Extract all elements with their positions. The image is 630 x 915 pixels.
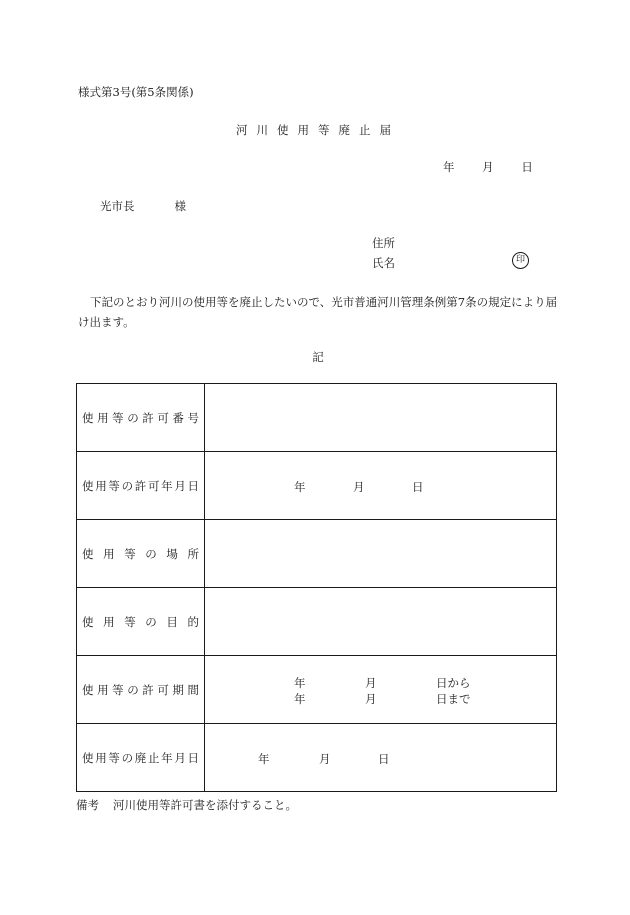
- ki-heading: 記: [312, 350, 324, 364]
- period-to-day: 日まで: [436, 692, 471, 706]
- value-permit-period[interactable]: [205, 656, 557, 724]
- row-label-purpose: [77, 588, 205, 656]
- table-row: [77, 724, 557, 792]
- label-char: 廃: [134, 750, 147, 765]
- label-char: 使: [82, 546, 94, 561]
- abolition-date-month: 月: [319, 752, 331, 766]
- label-char: 用: [103, 546, 115, 561]
- label-char: 可: [157, 682, 169, 697]
- declaration-text: 下記のとおり河川の使用等を廃止したいので、光市普通河川管理条例第7条の規定により届け出ます。: [78, 295, 558, 329]
- label-char: 使: [82, 614, 94, 629]
- label-char: 号: [187, 410, 199, 425]
- label-char: 使: [82, 682, 94, 697]
- submission-date: [443, 159, 533, 175]
- row-label-text: [82, 682, 199, 698]
- label-char: 月: [174, 750, 186, 765]
- details-table: [76, 383, 557, 792]
- row-label-permit-date: [77, 452, 205, 520]
- label-char: 年: [161, 750, 173, 765]
- addressee: [100, 198, 186, 214]
- row-label-text: [82, 478, 199, 494]
- period-to-month: 月: [365, 692, 377, 706]
- label-char: 等: [108, 478, 120, 493]
- label-char: 等: [112, 682, 124, 697]
- label-char: 止: [147, 750, 160, 765]
- label-char: 期: [172, 682, 184, 697]
- period-to-year: 年: [294, 692, 306, 706]
- label-char: 可: [157, 410, 169, 425]
- abolition-date-year: 年: [258, 752, 270, 766]
- label-char: 使: [82, 410, 94, 425]
- form-title: 河川使用等廃止届: [236, 123, 400, 137]
- value-abolition-date[interactable]: [205, 724, 557, 792]
- table-row: [77, 588, 557, 656]
- label-char: 用: [95, 750, 107, 765]
- table-row: [77, 520, 557, 588]
- permit-date-month: 月: [353, 480, 365, 494]
- value-location[interactable]: [205, 520, 557, 588]
- label-char: 用: [97, 682, 109, 697]
- value-purpose[interactable]: [205, 588, 557, 656]
- period-from-day: 日から: [436, 676, 471, 690]
- label-char: 許: [142, 410, 154, 425]
- label-char: 使: [82, 478, 94, 493]
- label-char: 用: [103, 614, 115, 629]
- label-char: 目: [166, 614, 178, 629]
- label-char: 日: [187, 750, 199, 765]
- row-label-text: [82, 750, 199, 766]
- permit-date-year: 年: [294, 480, 306, 494]
- label-char: の: [127, 682, 139, 697]
- label-char: 場: [166, 546, 178, 561]
- row-label-abolition-date: [77, 724, 205, 792]
- label-char: 所: [187, 546, 199, 561]
- label-char: の: [145, 546, 157, 561]
- label-char: 等: [112, 410, 124, 425]
- label-char: 月: [174, 478, 186, 493]
- label-char: 用: [95, 478, 107, 493]
- row-label-permit-number: [77, 384, 205, 452]
- table-row: [77, 452, 557, 520]
- table-row: [77, 384, 557, 452]
- label-char: 等: [124, 614, 136, 629]
- row-label-permit-period: [77, 656, 205, 724]
- value-permit-number[interactable]: [205, 384, 557, 452]
- period-from-year: 年: [294, 676, 306, 690]
- label-char: 可: [147, 478, 160, 493]
- label-char: 年: [161, 478, 173, 493]
- date-year: 年: [443, 160, 455, 174]
- date-day: 日: [521, 160, 533, 174]
- label-char: 許: [142, 682, 154, 697]
- addressee-honorific: 様: [174, 199, 186, 213]
- row-label-text: [82, 410, 199, 426]
- remarks-label: 備考: [76, 798, 99, 812]
- label-char: の: [121, 750, 134, 765]
- form-id: 様式第3号(第5条関係): [78, 85, 194, 99]
- addressee-name: 光市長: [100, 199, 135, 213]
- label-char: 日: [187, 478, 199, 493]
- value-permit-date[interactable]: [205, 452, 557, 520]
- label-char: 間: [187, 682, 199, 697]
- name-label: 氏名: [372, 256, 395, 270]
- row-label-text: [82, 546, 199, 562]
- abolition-date-day: 日: [378, 752, 390, 766]
- label-char: 的: [187, 614, 199, 629]
- permit-date-day: 日: [412, 480, 424, 494]
- date-month: 月: [482, 160, 494, 174]
- remarks-text: 河川使用等許可書を添付すること。: [113, 798, 297, 812]
- address-label: 住所: [372, 236, 395, 250]
- table-row: [77, 656, 557, 724]
- seal-mark: 印: [512, 252, 529, 269]
- label-char: 使: [82, 750, 94, 765]
- period-from-month: 月: [365, 676, 377, 690]
- remarks: [76, 797, 297, 813]
- row-label-text: [82, 614, 199, 630]
- row-label-location: [77, 520, 205, 588]
- label-char: 用: [97, 410, 109, 425]
- label-char: 許: [134, 478, 147, 493]
- label-char: 番: [172, 410, 184, 425]
- label-char: の: [145, 614, 157, 629]
- label-char: 等: [108, 750, 120, 765]
- label-char: の: [127, 410, 139, 425]
- label-char: 等: [124, 546, 136, 561]
- label-char: の: [121, 478, 134, 493]
